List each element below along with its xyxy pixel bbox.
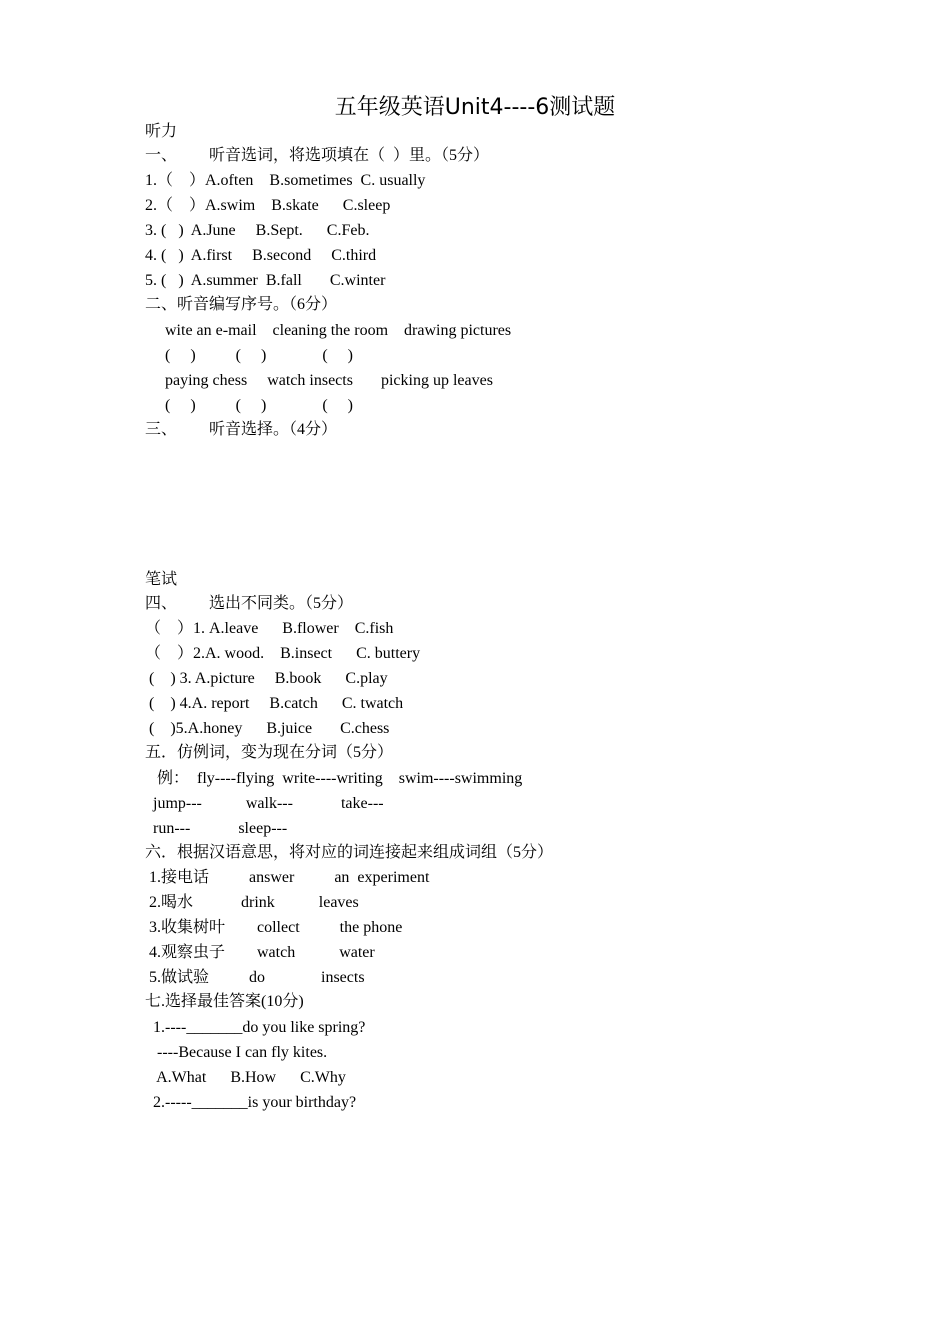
part7-question-1: 1.----_______do you like spring? [145,1019,366,1036]
part5-row-2: run--- sleep--- [145,820,288,837]
part6-row-4: 4.观察虫子 watch water [145,944,375,961]
part5-row-1: jump--- walk--- take--- [145,795,384,812]
part2-heading: 二、听音编写序号。（6分） [145,296,338,313]
part1-heading: 一、 听音选词，将选项填在（ ）里。（5分） [145,147,490,164]
part4-question-1: （ ）1. A.leave B.flower C.fish [145,620,394,637]
part7-question-1-context: ----Because I can fly kites. [145,1044,328,1061]
part7-question-2: 2.-----_______is your birthday? [145,1094,357,1111]
part4-question-5: ( )5.A.honey B.juice C.chess [145,720,390,737]
part1-question-1: 1.（ ）A.often B.sometimes C. usually [145,172,426,189]
part2-blanks-row-2: ( ) ( ) ( ) [145,397,353,414]
section-written-heading: 笔试 [145,571,178,588]
part1-question-2: 2.（ ）A.swim B.skate C.sleep [145,197,391,214]
part7-question-1-options: A.What B.How C.Why [145,1069,346,1086]
part2-items-row-2: paying chess watch insects picking up leaves [145,372,493,389]
part1-question-5: 5. ( ) A.summer B.fall C.winter [145,272,386,289]
part5-example: 例： fly----flying write----writing swim----swimming [145,770,523,787]
page-title: 五年级英语Unit4----6测试题 [334,95,616,120]
part7-heading: 七.选择最佳答案(10分) [145,993,304,1010]
part1-question-3: 3. ( ) A.June B.Sept. C.Feb. [145,222,370,239]
part6-heading: 六．根据汉语意思，将对应的词连接起来组成词组（5分） [145,844,554,861]
part4-question-2: （ ）2.A. wood. B.insect C. buttery [145,645,421,662]
part2-items-row-1: wite an e-mail cleaning the room drawing pictures [145,322,512,339]
part6-row-1: 1.接电话 answer an experiment [145,869,430,886]
part6-row-5: 5.做试验 do insects [145,969,365,986]
section-listening-heading: 听力 [145,123,178,140]
part4-question-3: ( ) 3. A.picture B.book C.play [145,670,388,687]
part1-question-4: 4. ( ) A.first B.second C.third [145,247,377,264]
part3-heading: 三、 听音选择。（4分） [145,421,338,438]
part4-question-4: ( ) 4.A. report B.catch C. twatch [145,695,404,712]
part2-blanks-row-1: ( ) ( ) ( ) [145,347,353,364]
part5-heading: 五．仿例词，变为现在分词（5分） [145,744,394,761]
part4-heading: 四、 选出不同类。（5分） [145,595,354,612]
part6-row-2: 2.喝水 drink leaves [145,894,359,911]
part6-row-3: 3.收集树叶 collect the phone [145,919,403,936]
